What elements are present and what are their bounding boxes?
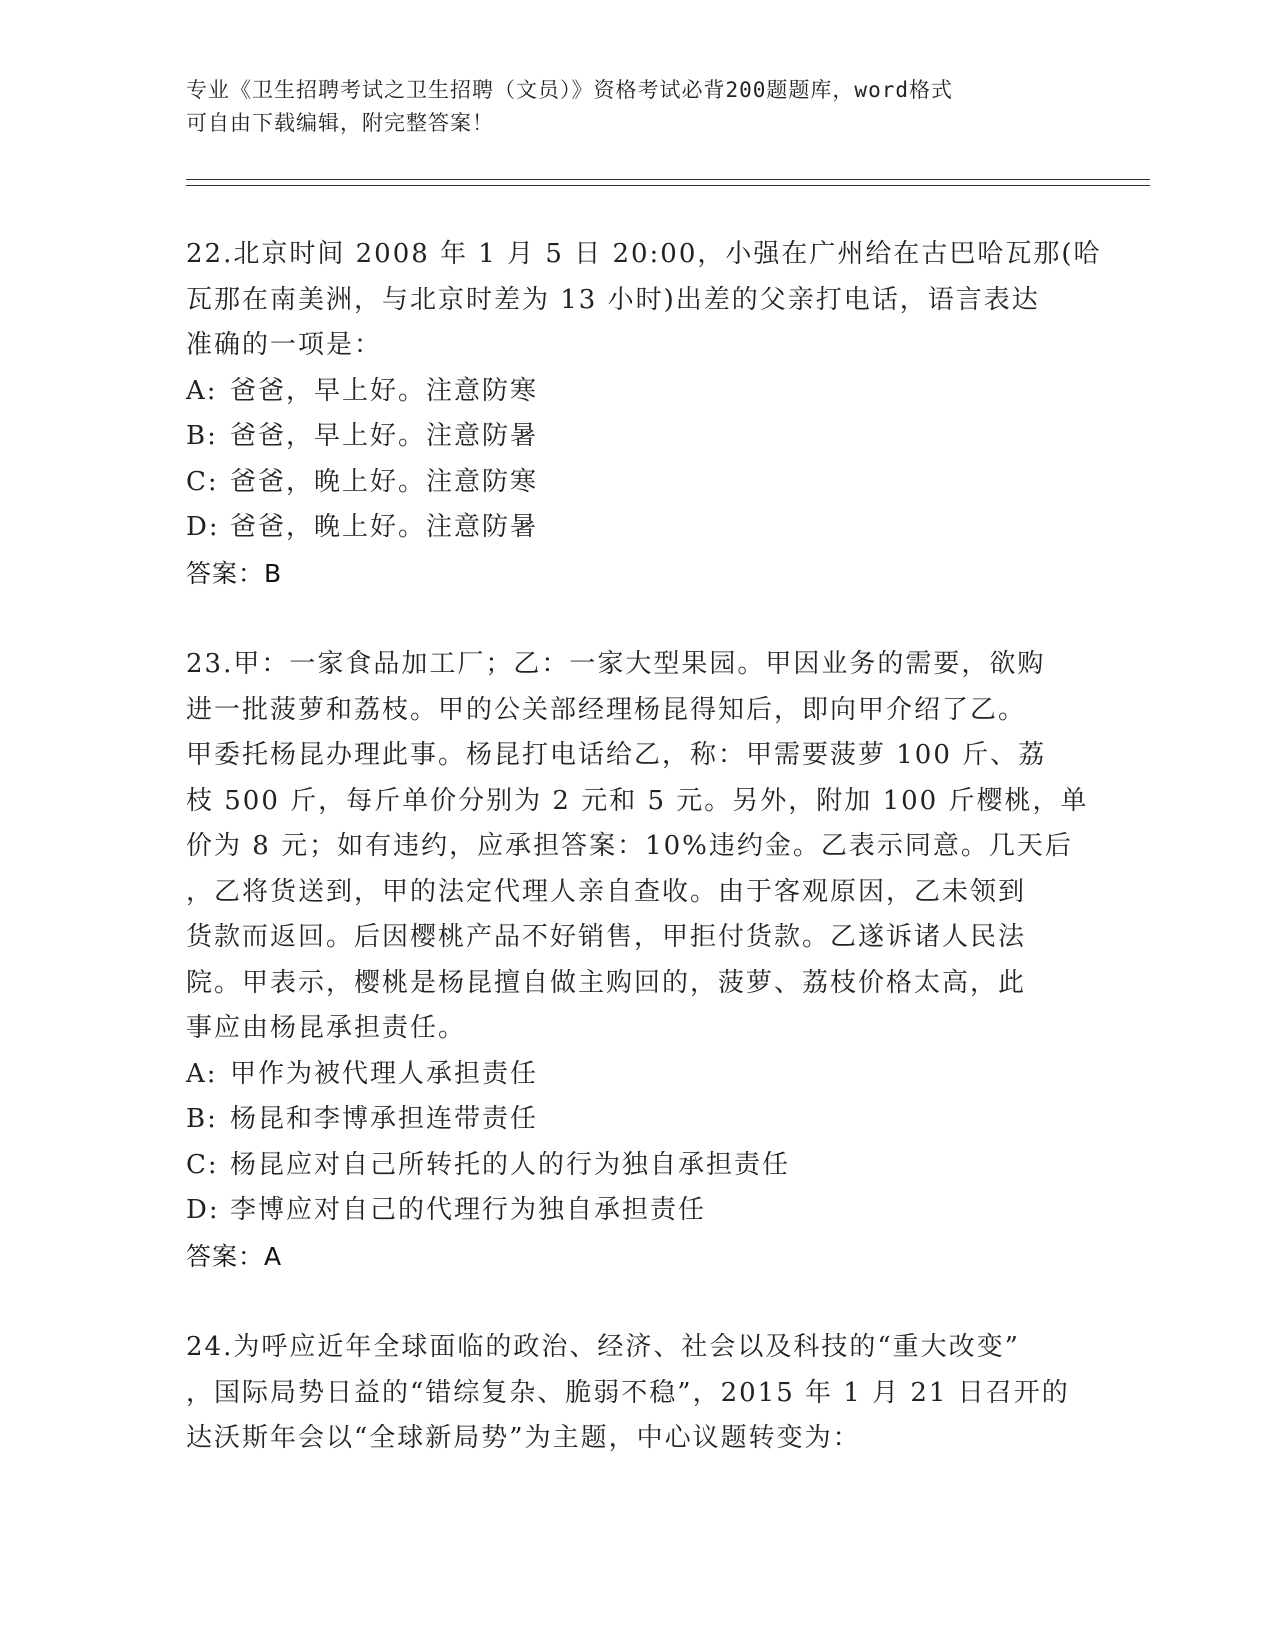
question-text-line: 甲委托杨昆办理此事。杨昆打电话给乙，称：甲需要菠萝 100 斤、荔 [186, 740, 1047, 770]
question-text-line: 22.北京时间 2008 年 1 月 5 日 20:00，小强在广州给在古巴哈瓦那(哈 [186, 239, 1102, 269]
answer-line: 答案：B [186, 558, 283, 588]
question-text-line: 23.甲：一家食品加工厂；乙：一家大型果园。甲因业务的需要，欲购 [186, 649, 1046, 679]
question-text-line: ，国际局势日益的“错综复杂、脆弱不稳”，2015 年 1 月 21 日召开的 [186, 1377, 1070, 1408]
question-23 [186, 642, 1089, 1279]
header-title-line-1: 专业《卫生招聘考试之卫生招聘（文员）》资格考试必背200题题库，word格式 [186, 78, 953, 102]
option-text: 爸爸，早上好。注意防暑 [230, 421, 539, 451]
question-text-line: 枝 500 斤，每斤单价分别为 2 元和 5 元。另外，附加 100 斤樱桃，单 [186, 785, 1089, 816]
option-text: 爸爸，晚上好。注意防寒 [230, 466, 539, 497]
question-text-line: ，乙将货送到，甲的法定代理人亲自查收。由于客观原因，乙未领到 [186, 876, 1027, 907]
option-b [186, 414, 1086, 460]
document-header [186, 74, 1066, 140]
header-divider-bottom [186, 185, 1150, 186]
option-text: 杨昆和李博承担连带责任 [230, 1104, 539, 1134]
question-24 [186, 1325, 1086, 1462]
option-c [186, 1143, 1086, 1189]
question-text-line: 瓦那在南美洲，与北京时差为 13 小时)出差的父亲打电话，语言表达 [186, 284, 1040, 315]
question-text-line: 进一批菠萝和荔枝。甲的公关部经理杨昆得知后，即向甲介绍了乙。 [186, 694, 1027, 725]
option-c [186, 460, 1086, 506]
option-a [186, 369, 1086, 415]
option-key: D: [186, 512, 220, 542]
question-text-line: 价为 8 元；如有违约，应承担答案：10%违约金。乙表示同意。几天后 [186, 831, 1073, 861]
header-divider-top [186, 179, 1150, 180]
option-d [186, 1188, 1086, 1234]
option-key: B: [186, 1104, 218, 1134]
option-key: D: [186, 1195, 220, 1225]
option-key: B: [186, 421, 218, 451]
header-title-line-2: 可自由下载编辑，附完整答案！ [186, 111, 494, 135]
option-text: 甲作为被代理人承担责任 [230, 1058, 539, 1089]
option-key: A: [186, 1058, 218, 1089]
option-d [186, 505, 1086, 551]
question-text-line: 事应由杨昆承担责任。 [186, 1013, 467, 1043]
question-text-line: 达沃斯年会以“全球新局势”为主题，中心议题转变为： [186, 1423, 861, 1453]
question-text-line: 24.为呼应近年全球面临的政治、经济、社会以及科技的“重大改变” [186, 1332, 1020, 1362]
option-text: 爸爸，晚上好。注意防暑 [230, 512, 539, 542]
option-a [186, 1052, 1086, 1098]
option-text: 杨昆应对自己所转托的人的行为独自承担责任 [230, 1149, 791, 1180]
option-b [186, 1097, 1086, 1143]
option-key: C: [186, 466, 219, 497]
option-key: A: [186, 375, 218, 406]
option-key: C: [186, 1149, 219, 1180]
option-text: 爸爸，早上好。注意防寒 [230, 375, 539, 406]
question-text-line: 准确的一项是： [186, 330, 383, 360]
answer-line: 答案：A [186, 1241, 283, 1271]
question-text-line: 货款而返回。后因樱桃产品不好销售，甲拒付货款。乙遂诉诸人民法 [186, 922, 1027, 952]
question-text-line: 院。甲表示，樱桃是杨昆擅自做主购回的，菠萝、荔枝价格太高，此 [186, 967, 1027, 998]
option-text: 李博应对自己的代理行为独自承担责任 [230, 1195, 707, 1225]
question-22 [186, 232, 1102, 596]
